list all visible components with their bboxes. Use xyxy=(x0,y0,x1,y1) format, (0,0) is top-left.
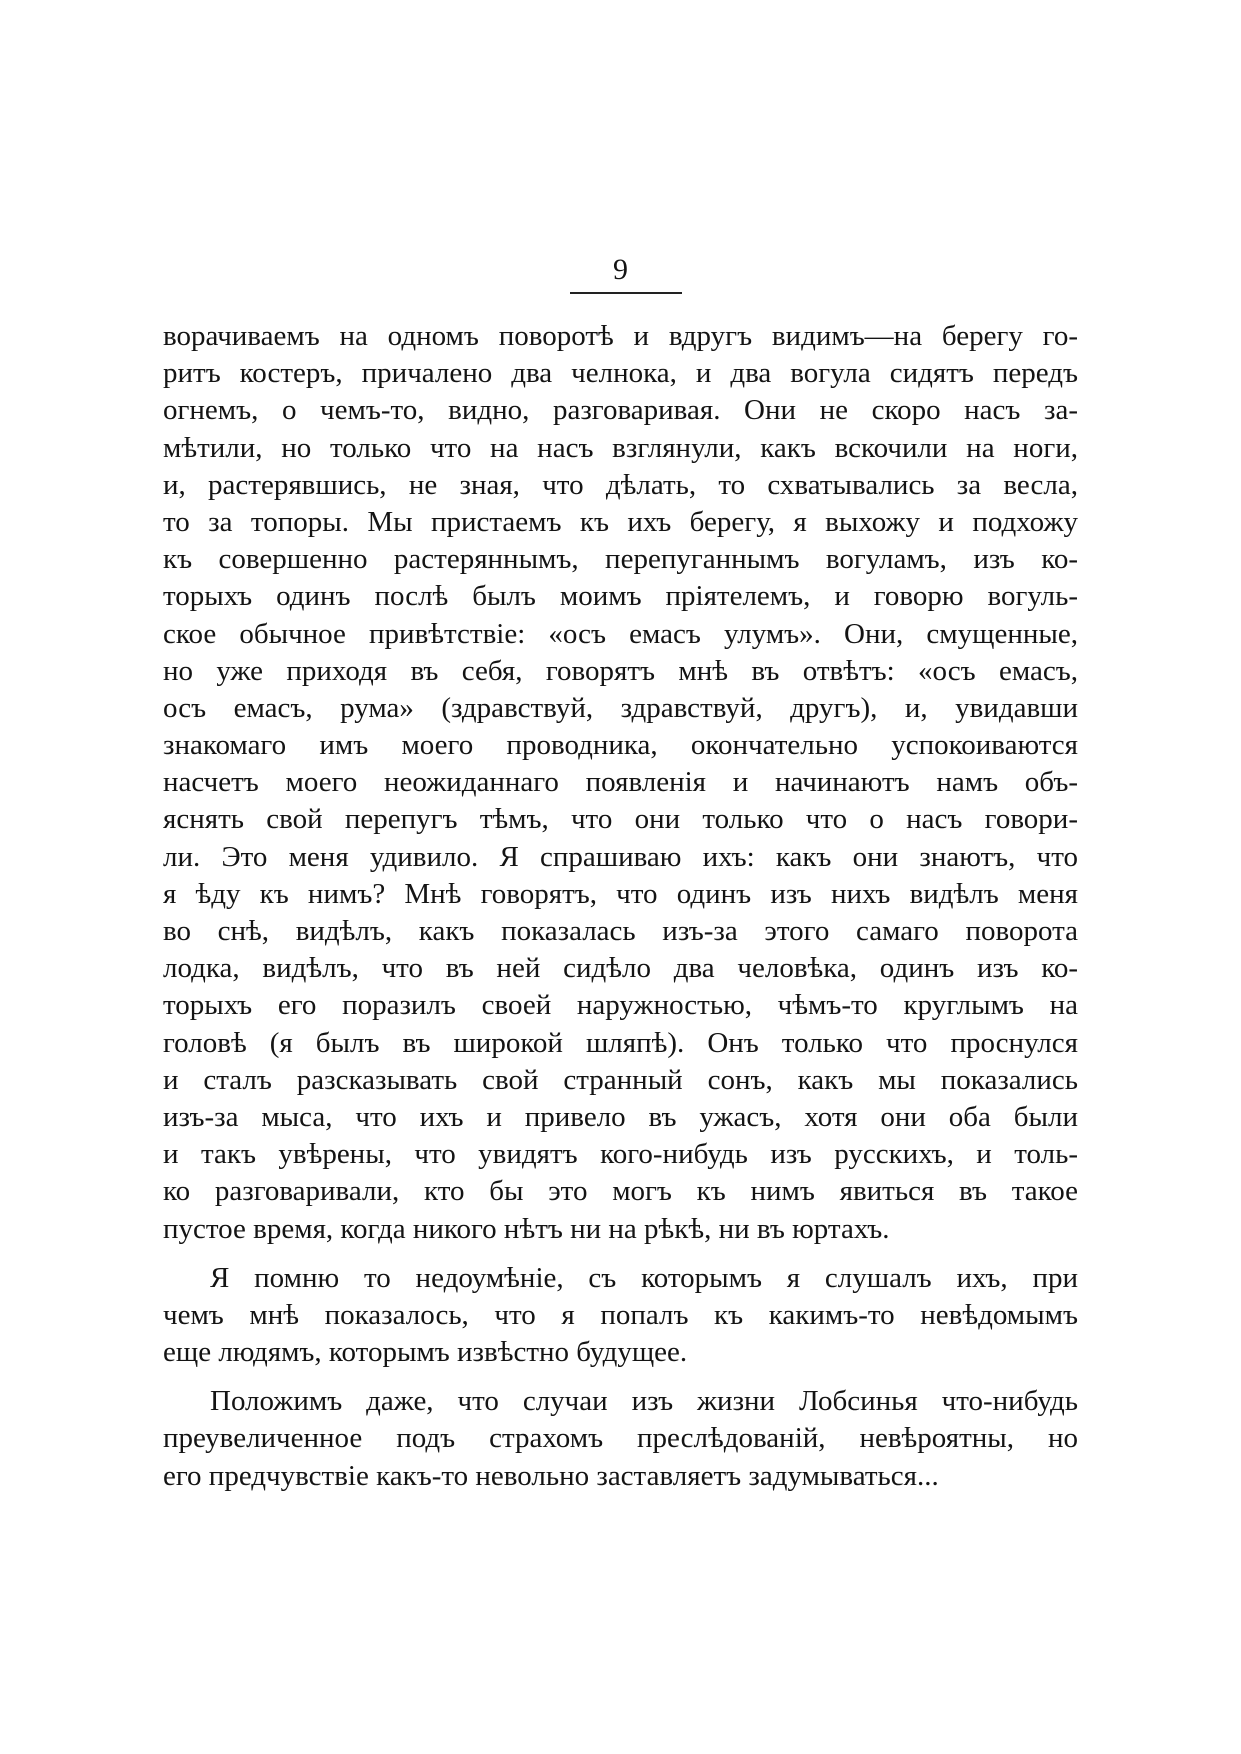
text-line: Положимъ даже, что случаи изъ жизни Лобсинья что-нибудь xyxy=(210,1385,1078,1418)
text-line: ское обычное привѣтствіе: «осъ емасъ улумъ». Они, смущенные, xyxy=(163,617,1078,650)
paragraph-3 xyxy=(163,1383,1078,1495)
text-line: то за топоры. Мы пристаемъ къ ихъ берегу, я выхожу и подхожу xyxy=(163,505,1078,538)
text-line: знакомаго имъ моего проводника, окончательно успокоиваются xyxy=(163,729,1078,762)
text-line: ко разговаривали, кто бы это могъ къ нимъ явиться въ такое xyxy=(163,1175,1078,1208)
text-line: но уже приходя въ себя, говорятъ мнѣ въ отвѣтъ: «осъ емасъ, xyxy=(163,654,1078,687)
text-line: чемъ мнѣ показалось, что я попалъ къ какимъ-то невѣдомымъ xyxy=(163,1298,1078,1331)
text-line: во снѣ, видѣлъ, какъ показалась изъ-за этого самаго поворота xyxy=(163,915,1078,947)
text-line: осъ емасъ, рума» (здравствуй, здравствуй, другъ), и, увидавши xyxy=(163,691,1078,724)
page-number: 9 xyxy=(613,253,628,286)
text-line: ли. Это меня удивило. Я спрашиваю ихъ: какъ они знаютъ, что xyxy=(163,840,1078,873)
text-line: Я помню то недоумѣніе, съ которымъ я слушалъ ихъ, при xyxy=(210,1261,1078,1294)
text-line: мѣтили, но только что на насъ взглянули, какъ вскочили на ноги, xyxy=(163,431,1078,464)
header-rule xyxy=(570,292,682,294)
paragraph-2 xyxy=(163,1260,1078,1372)
text-line: изъ-за мыса, что ихъ и привело въ ужасъ, хотя они оба были xyxy=(163,1100,1078,1133)
text-line: и сталъ разсказывать свой странный сонъ, какъ мы показались xyxy=(163,1063,1078,1096)
text-line: его предчувствіе какъ-то невольно заставляетъ задумываться... xyxy=(163,1459,939,1492)
text-line: пустое время, когда никого нѣтъ ни на рѣкѣ, ни въ юртахъ. xyxy=(163,1212,890,1245)
paragraph-break xyxy=(163,1248,1078,1260)
text-line: ритъ костеръ, причалено два челнока, и два вогула сидятъ передъ xyxy=(163,357,1078,390)
text-line: торыхъ его поразилъ своей наружностью, чѣмъ-то круглымъ на xyxy=(163,989,1078,1022)
text-line: и, растерявшись, не зная, что дѣлать, то схватывались за весла, xyxy=(163,468,1078,501)
text-line: ворачиваемъ на одномъ поворотѣ и вдругъ видимъ—на берегу го- xyxy=(163,320,1078,352)
body-text xyxy=(163,318,1078,1495)
paragraph-break xyxy=(163,1371,1078,1383)
text-line: насчетъ моего неожиданнаго появленія и начинаютъ намъ объ- xyxy=(163,766,1078,799)
text-line: лодка, видѣлъ, что въ ней сидѣло два человѣка, одинъ изъ ко- xyxy=(163,952,1078,985)
text-line: преувеличенное подъ страхомъ преслѣдованій, невѣроятны, но xyxy=(163,1422,1078,1455)
text-line: я ѣду къ нимъ? Мнѣ говорятъ, что одинъ изъ нихъ видѣлъ меня xyxy=(163,877,1078,910)
text-line: къ совершенно растеряннымъ, перепуганнымъ вогуламъ, изъ ко- xyxy=(163,543,1078,576)
text-line: головѣ (я былъ въ широкой шляпѣ). Онъ только что проснулся xyxy=(163,1026,1078,1059)
text-line: и такъ увѣрены, что увидятъ кого-нибудь изъ русскихъ, и толь- xyxy=(163,1138,1078,1171)
text-line: яснять свой перепугъ тѣмъ, что они только что о насъ говори- xyxy=(163,803,1078,836)
paragraph-1 xyxy=(163,318,1078,1248)
text-line: еще людямъ, которымъ извѣстно будущее. xyxy=(163,1336,688,1369)
text-line: огнемъ, о чемъ-то, видно, разговаривая. Они не скоро насъ за- xyxy=(163,394,1078,427)
text-line: торыхъ одинъ послѣ былъ моимъ пріятелемъ, и говорю вогуль- xyxy=(163,580,1078,613)
